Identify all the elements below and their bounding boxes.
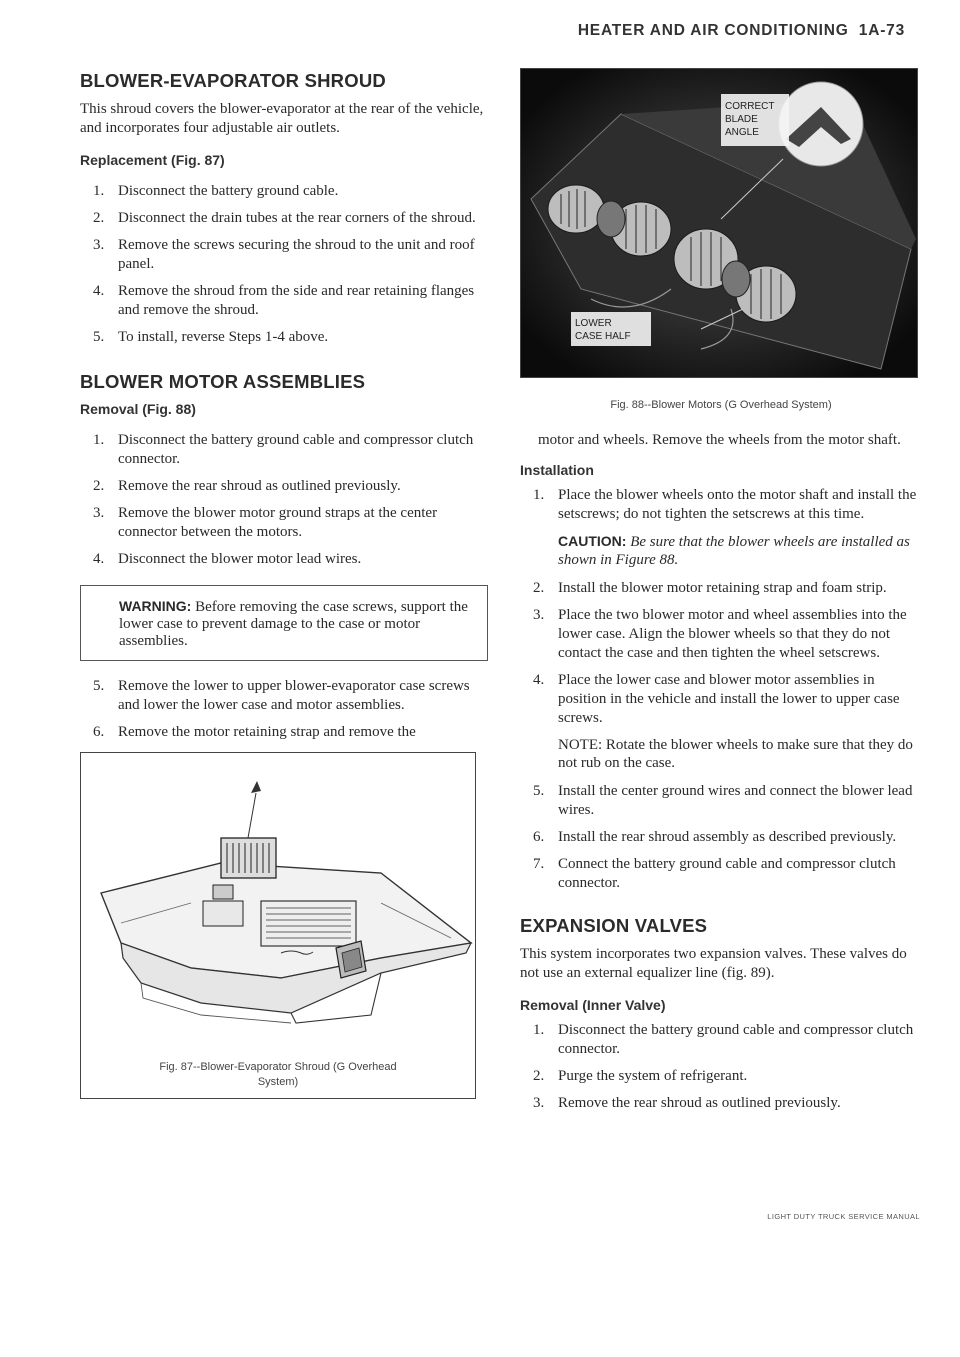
list-item: 2. Remove the rear shroud as outlined previously. — [93, 478, 401, 494]
caution-text: Be sure that the blower wheels are installed as shown in Figure 88. — [558, 534, 910, 568]
list-item: 5. Remove the lower to upper blower-evaporator case screws and lower the lower case and motor assemblies. — [93, 678, 470, 713]
list-item: 4. Place the lower case and blower motor assemblies in position in the vehicle and install the lower to upper case screws. — [533, 672, 900, 726]
list-item: 7. Connect the battery ground cable and compressor clutch connector. — [533, 856, 896, 891]
photo-label-blade: BLADE — [725, 114, 758, 125]
list-item: 5. To install, reverse Steps 1-4 above. — [93, 329, 329, 345]
figure-88 — [520, 68, 918, 378]
replacement-steps — [80, 182, 488, 347]
section-title-blower-motor: BLOWER MOTOR ASSEMBLIES — [80, 371, 366, 392]
section-title-shroud: BLOWER-EVAPORATOR SHROUD — [80, 70, 386, 91]
removal-steps — [80, 431, 488, 569]
subhead-removal-inner: Removal (Inner Valve) — [520, 997, 666, 1013]
figure-88-caption: Fig. 88--Blower Motors (G Overhead System) — [610, 399, 832, 411]
caution-note — [520, 532, 922, 569]
running-header — [560, 22, 905, 40]
header-page-number: 1A-73 — [858, 22, 905, 39]
installation-steps — [520, 486, 922, 524]
photo-label-angle: ANGLE — [725, 127, 759, 138]
photo-label-lower: LOWER — [575, 318, 612, 329]
list-item: 4. Disconnect the blower motor lead wires. — [93, 551, 362, 567]
list-item: 4. Remove the shroud from the side and rear retaining flanges and remove the shroud. — [93, 283, 475, 318]
section-title-expansion-valves: EXPANSION VALVES — [520, 915, 708, 936]
list-item: 3. Place the two blower motor and wheel assemblies into the lower case. Align the blower wheels so that they do not contact the case and then tighten the wheel setscrews. — [533, 607, 907, 661]
blower-motors-photo — [521, 69, 917, 377]
list-item: 2. Purge the system of refrigerant. — [533, 1068, 748, 1084]
right-column — [520, 68, 922, 1121]
list-item: 1. Disconnect the battery ground cable and compressor clutch connector. — [533, 1022, 914, 1057]
subhead-removal: Removal (Fig. 88) — [80, 401, 196, 417]
list-item: 1. Disconnect the battery ground cable and compressor clutch connector. — [93, 432, 474, 467]
left-column — [80, 70, 488, 1099]
list-item: 1. Disconnect the battery ground cable. — [93, 183, 339, 199]
list-item: 3. Remove the rear shroud as outlined previously. — [533, 1095, 841, 1111]
list-item: 6. Remove the motor retaining strap and remove the — [93, 724, 416, 740]
list-item: 5. Install the center ground wires and connect the blower lead wires. — [533, 783, 913, 818]
note-text: NOTE: Rotate the blower wheels to make sure that they do not rub on the case. — [558, 737, 913, 771]
header-title: HEATER AND AIR CONDITIONING — [577, 22, 849, 39]
list-item: 2. Install the blower motor retaining strap and foam strip. — [533, 580, 887, 596]
shroud-intro: This shroud covers the blower-evaporator at the rear of the vehicle, and incorporates four adjustable air outlets. — [80, 101, 484, 136]
list-item: 2. Disconnect the drain tubes at the rear corners of the shroud. — [93, 210, 476, 226]
list-item: 1. Place the blower wheels onto the motor shaft and install the setscrews; do not tighten the setscrews at this time. — [533, 487, 917, 522]
installation-steps-end — [520, 782, 922, 893]
warning-box — [80, 585, 488, 661]
photo-label-case-half: CASE HALF — [575, 331, 631, 342]
caution-label: CAUTION: — [558, 533, 627, 549]
shroud-illustration — [81, 753, 475, 1043]
removal-steps-continued — [80, 677, 488, 742]
figure-87-caption: Fig. 87--Blower-Evaporator Shroud (G Overhead System) — [159, 1061, 397, 1088]
photo-label-correct: CORRECT — [725, 101, 775, 112]
expansion-intro: This system incorporates two expansion valves. These valves do not use an external equalizer line (fig. 89). — [520, 946, 907, 981]
subhead-installation: Installation — [520, 462, 594, 478]
subhead-replacement: Replacement (Fig. 87) — [80, 152, 225, 168]
warning-label: WARNING: — [119, 598, 192, 614]
warning-text: Before removing the case screws, support the lower case to prevent damage to the case or motor assemblies. — [119, 599, 468, 649]
expansion-removal-steps — [520, 1021, 922, 1113]
list-item: 3. Remove the blower motor ground straps at the center connector between the motors. — [93, 505, 438, 540]
list-item: 6. Install the rear shroud assembly as described previously. — [533, 829, 897, 845]
list-item: 3. Remove the screws securing the shroud to the unit and roof panel. — [93, 237, 475, 272]
continued-text: motor and wheels. Remove the wheels from the motor shaft. — [538, 432, 901, 448]
figure-87 — [80, 752, 476, 1099]
footer-manual-title: LIGHT DUTY TRUCK SERVICE MANUAL — [767, 1212, 920, 1221]
installation-steps-mid — [520, 579, 922, 728]
